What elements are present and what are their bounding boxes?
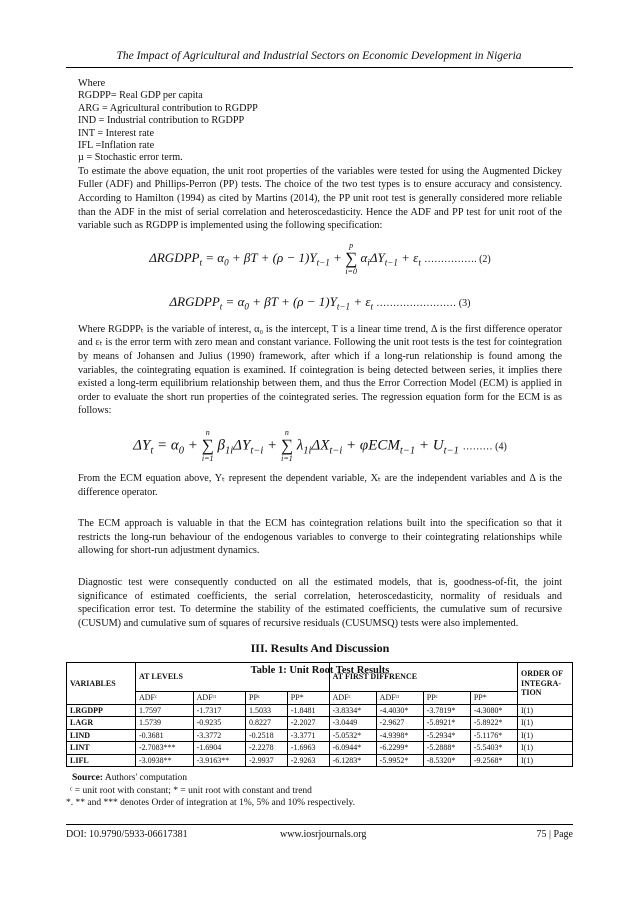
summation-symbol: n ∑ i=1 (201, 427, 214, 463)
variable-cell: LINT (67, 742, 136, 755)
equation-number: ……………. (2) (424, 253, 491, 265)
value-cell: -5.9952* (376, 754, 423, 767)
value-cell: -3.3771 (287, 729, 329, 742)
source-text: Authors' computation (104, 773, 188, 783)
value-cell: -0.3681 (136, 729, 194, 742)
value-cell: -6.2299* (376, 742, 423, 755)
order-cell: I(1) (518, 717, 573, 730)
summation-symbol: p ∑ i=0 (345, 240, 358, 276)
subheader-cell: ADFᶜ (136, 692, 194, 705)
value-cell: -0.2518 (246, 729, 288, 742)
body-content (78, 78, 562, 682)
paragraph-ecm-approach: The ECM approach is valuable in that the ECM has cointegration relations built into the specification so that it restricts the long-run behaviour of the endogenous variables to converge to their cointegrating relationships while allowing for short-run adjustment dynamics. (78, 518, 562, 557)
value-cell: -3.0449 (329, 717, 376, 730)
order-cell: I(1) (518, 729, 573, 742)
paragraph-ecm-variables: From the ECM equation above, Yₜ represent the dependent variable, Xₜ are the independent variables and Δ is the difference operator. (78, 472, 562, 498)
paragraph-cointegration: Where RGDPPₜ is the variable of interest, α₀ is the intercept, T is a linear time trend, Δ is the first difference operator and εₜ is the error term with zero mean and constant variance. Following the unit root tests is the test for cointegration by means of Johansen and Julius (1990) framework, after which if a long-run relationship is found among the variables, the cointegrating equation is examined. If cointegration is being detected between series, it implies there existed a long-term equilibrium relationship between them, and thus the Error Correction Model (ECM) is applied in order to evaluate the short run properties of the cointegrated series. The regression equation form for the ECM is as follows: (78, 323, 562, 417)
value-cell: -3.9163** (193, 754, 245, 767)
footer-doi: DOI: 10.9790/5933-06617381 (66, 829, 188, 840)
header-order-of-integration: ORDER OF INTEGRA-TION (518, 663, 573, 705)
note-line: ᶜ = unit root with constant; * = unit root with constant and trend (70, 785, 312, 796)
definition-line: IFL =Inflation rate (78, 140, 155, 152)
subheader-cell: ADFᶜᵗ (193, 692, 245, 705)
table-row (67, 704, 573, 717)
table-notes (66, 772, 586, 810)
source-label: Source: (72, 773, 103, 783)
subheader-cell: PPᶜ (246, 692, 288, 705)
value-cell: -5.8922* (470, 717, 517, 730)
value-cell: -1.7317 (193, 704, 245, 717)
value-cell: -8.5320* (423, 754, 470, 767)
value-cell: -3.0938** (136, 754, 194, 767)
table-row (67, 717, 573, 730)
value-cell: -4.4030* (376, 704, 423, 717)
value-cell: -3.3772 (193, 729, 245, 742)
value-cell: -2.9627 (376, 717, 423, 730)
order-cell: I(1) (518, 754, 573, 767)
value-cell: -6.0944* (329, 742, 376, 755)
value-cell: 1.5739 (136, 717, 194, 730)
value-cell: -4.3080* (470, 704, 517, 717)
definition-line: RGDPP= Real GDP per capita (78, 90, 203, 102)
value-cell: -3.7819* (423, 704, 470, 717)
variable-cell: LIND (67, 729, 136, 742)
variable-cell: LIFL (67, 754, 136, 767)
value-cell: -5.0532* (329, 729, 376, 742)
value-cell: -4.9398* (376, 729, 423, 742)
header-levels: AT LEVELS (136, 663, 330, 692)
variable-cell: LRGDPP (67, 704, 136, 717)
paragraph-diagnostics: Diagnostic test were consequently conducted on all the estimated models, that is, goodness-of-fit, the joint significance of estimated coefficients, the serial correlation, heteroscedasticity, normality of residuals and specification error test. To determine the stability of the estimated coefficients, the cumulative sum of recursive (CUSUM) and cumulative sum of squares of recursive residuals (CUSUMSQ) tests were also implemented. (78, 576, 562, 629)
value-cell: -2.7083*** (136, 742, 194, 755)
footer-page-number: 75 | Page (536, 829, 573, 840)
value-cell: -6.1283* (329, 754, 376, 767)
table-row (67, 742, 573, 755)
running-head: The Impact of Agricultural and Industrial Sectors on Economic Development in Nigeria (116, 50, 522, 62)
value-cell: -5.1176* (470, 729, 517, 742)
footer-rule (66, 824, 573, 825)
value-cell: -3.8334* (329, 704, 376, 717)
table-row (67, 754, 573, 767)
footer-website: www.iosrjournals.org (280, 829, 367, 840)
value-cell: -0.9235 (193, 717, 245, 730)
header-rule (66, 67, 573, 68)
unit-root-table (66, 662, 573, 767)
value-cell: -2.2278 (246, 742, 288, 755)
table-subheader-row (67, 692, 573, 705)
subheader-cell: PP* (287, 692, 329, 705)
order-cell: I(1) (518, 742, 573, 755)
value-cell: -2.9263 (287, 754, 329, 767)
value-cell: 1.7597 (136, 704, 194, 717)
definition-line: IND = Industrial contribution to RGDPP (78, 115, 245, 127)
subheader-cell: ADFᶜᵗ (376, 692, 423, 705)
definition-line: µ = Stochastic error term. (78, 152, 183, 164)
value-cell: -9.2568* (470, 754, 517, 767)
definition-line: ARG = Agricultural contribution to RGDPP (78, 102, 258, 114)
subheader-cell: ADFᶜ (329, 692, 376, 705)
equation-4: $\Delta Y_t = \alpha_0$ + n ∑ i=1 $\beta_{1i}\Delta Y_{t-i}$ + n ∑ i=1 $\lambda_{1i}\Delta X_{t-i} + \varphi ECM_{t-1} + U_{t-1}$ ……… (4) (133, 427, 507, 463)
equation-number: …………………… (3) (376, 297, 471, 309)
value-cell: -5.8921* (423, 717, 470, 730)
value-cell: -2.9937 (246, 754, 288, 767)
header-variables: VARIABLES (67, 663, 136, 705)
table-header-row (67, 663, 573, 692)
subheader-cell: PPᶜ (423, 692, 470, 705)
variable-definitions (78, 78, 562, 165)
equation-2: $\Delta RGDPP_t = \alpha_0 + \beta T + (\rho - 1)Y_{t-1}$ + p ∑ i=0 $\alpha_i\Delta Y_{t-1} + \varepsilon_t$ ……………. (2) (149, 240, 491, 276)
equation-3: $\Delta RGDPP_t = \alpha_0 + \beta T + (\rho - 1)Y_{t-1} + \varepsilon_t$ …………………… (3) (169, 293, 471, 312)
note-line: *. ** and *** denotes Order of integration at 1%, 5% and 10% respectively. (66, 798, 356, 808)
table-row (67, 729, 573, 742)
value-cell: -1.6963 (287, 742, 329, 755)
value-cell: -1.8481 (287, 704, 329, 717)
variable-cell: LAGR (67, 717, 136, 730)
paragraph-unit-root: To estimate the above equation, the unit root properties of the variables were tested for using the Augmented Dickey Fuller (ADF) and Phillips-Perron (PP) tests. The choice of the two test types is to ensure accuracy and consistency. According to Hamilton (1994) as cited by Martins (2014), the PP unit root test is generally considered more reliable than the ADF in the mist of serial correlation and heteroscedasticity. Hence the ADF and PP test for unit root of the variable such as RGDPP is implemented using the following specification: (78, 165, 562, 232)
value-cell: -5.2888* (423, 742, 470, 755)
summation-symbol: n ∑ i=1 (280, 427, 293, 463)
definition-line: INT = Interest rate (78, 127, 154, 139)
value-cell: -5.2934* (423, 729, 470, 742)
table-title: Table 1: Unit Root Test Results (250, 664, 390, 676)
equation-number: ……… (4) (462, 441, 507, 453)
source-line (66, 772, 586, 785)
definition-line: Where (78, 78, 106, 89)
order-cell: I(1) (518, 704, 573, 717)
value-cell: -1.6904 (193, 742, 245, 755)
header-first-difference: AT FIRST DIFFRENCE (329, 663, 517, 692)
section-title: III. Results And Discussion (250, 641, 390, 656)
value-cell: 0.8227 (246, 717, 288, 730)
subheader-cell: PP* (470, 692, 517, 705)
value-cell: 1.5033 (246, 704, 288, 717)
value-cell: -5.5403* (470, 742, 517, 755)
value-cell: -2.2027 (287, 717, 329, 730)
